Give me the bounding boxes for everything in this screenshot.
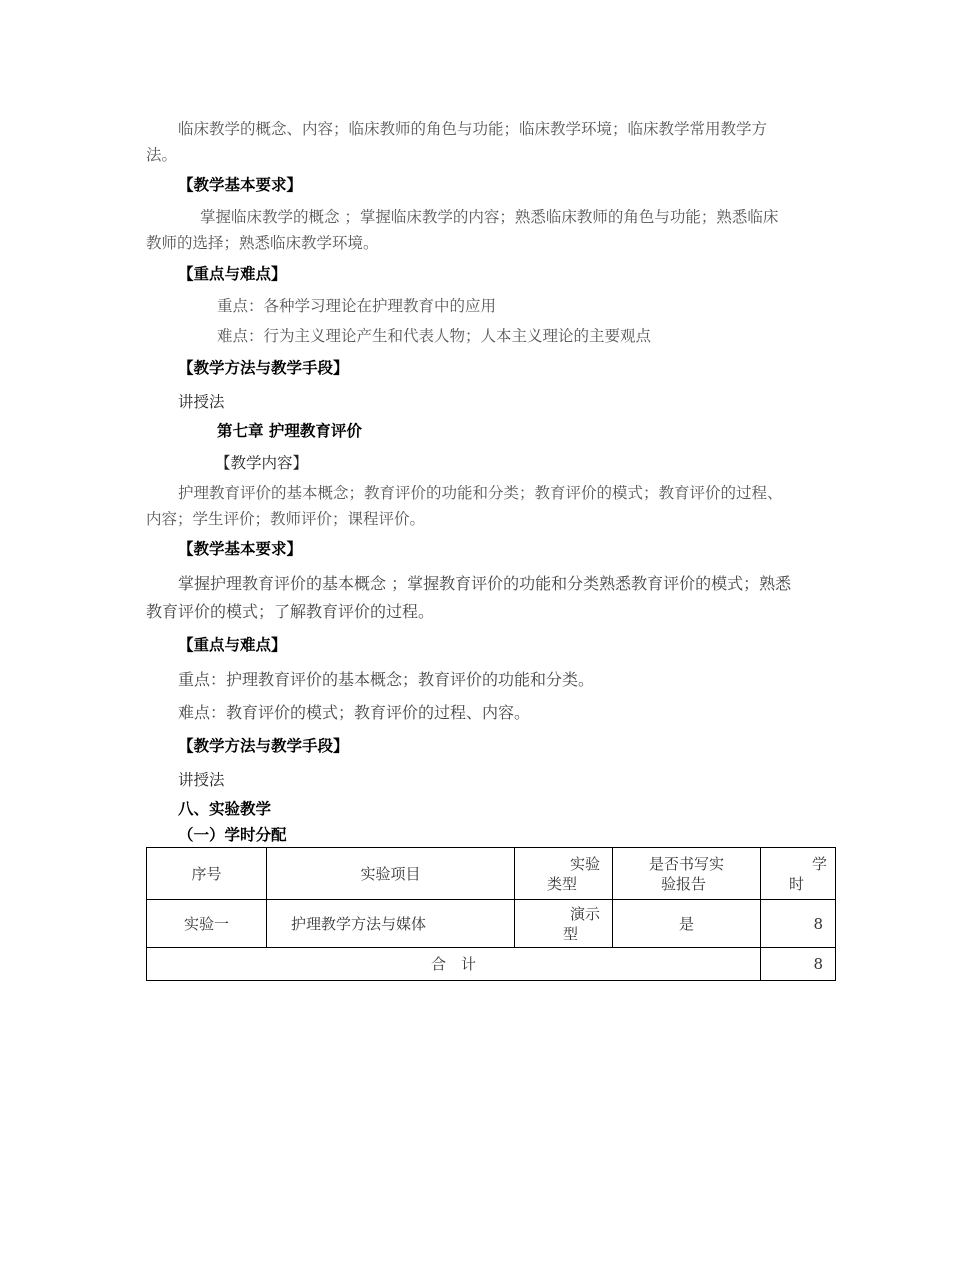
key-point-text: 重点：各种学习理论在护理教育中的应用 xyxy=(217,297,497,315)
cell-report: 是 xyxy=(613,900,761,948)
chapter-title: 第七章 护理教育评价 xyxy=(217,422,362,440)
cell-hours: 8 xyxy=(761,900,836,948)
header-type xyxy=(515,848,613,900)
header-hours-line1: 学 xyxy=(811,854,827,873)
key-point-text: 重点：护理教育评价的基本概念；教育评价的功能和分类。 xyxy=(178,670,595,689)
header-type-line1: 实验 xyxy=(569,854,600,873)
cell-project: 护理教学方法与媒体 xyxy=(267,900,515,948)
content-heading: 【教学内容】 xyxy=(215,454,309,472)
cell-type-line1: 演示 xyxy=(569,904,600,923)
key-points-heading: 【重点与难点】 xyxy=(178,265,287,283)
table-header-row xyxy=(147,848,836,900)
content-paragraph-line: 内容；学生评价；教师评价；课程评价。 xyxy=(146,510,426,528)
cell-type xyxy=(515,900,613,948)
header-report-line2: 验报告 xyxy=(661,874,707,893)
requirements-paragraph-line: 教育评价的模式；了解教育评价的过程。 xyxy=(146,602,435,621)
requirements-paragraph-line: 掌握护理教育评价的基本概念 ；掌握教育评价的功能和分类熟悉教育评价的模式；熟悉 xyxy=(178,574,792,593)
header-hours xyxy=(761,848,836,900)
methods-heading: 【教学方法与教学手段】 xyxy=(178,359,349,377)
header-seq: 序号 xyxy=(147,848,267,900)
methods-heading: 【教学方法与教学手段】 xyxy=(178,737,349,755)
header-hours-line2: 时 xyxy=(789,874,805,893)
hours-allocation-table xyxy=(146,847,836,981)
requirements-paragraph-line: 掌握临床教学的概念 ；掌握临床教学的内容；熟悉临床教师的角色与功能；熟悉临床 xyxy=(200,208,779,226)
header-project: 实验项目 xyxy=(267,848,515,900)
requirements-heading: 【教学基本要求】 xyxy=(178,540,303,558)
header-type-line2: 类型 xyxy=(547,874,578,893)
section-title: 八、实验教学 xyxy=(178,800,272,818)
content-paragraph-line: 法。 xyxy=(146,146,178,164)
cell-seq: 实验一 xyxy=(147,900,267,948)
section-subtitle: （一）学时分配 xyxy=(178,826,287,844)
total-label: 合 计 xyxy=(147,948,761,981)
table-row xyxy=(147,900,836,948)
header-report-line1: 是否书写实 xyxy=(648,854,724,873)
header-report xyxy=(613,848,761,900)
content-paragraph-line: 护理教育评价的基本概念；教育评价的功能和分类；教育评价的模式；教育评价的过程、 xyxy=(178,484,783,502)
table-total-row xyxy=(147,948,836,981)
difficult-point-text: 难点：教育评价的模式；教育评价的过程、内容。 xyxy=(178,703,531,722)
method-text: 讲授法 xyxy=(178,393,225,411)
requirements-paragraph-line: 教师的选择；熟悉临床教学环境。 xyxy=(146,234,379,252)
content-paragraph-line: 临床教学的概念、内容；临床教师的角色与功能；临床教学环境；临床教学常用教学方 xyxy=(178,120,768,138)
key-points-heading: 【重点与难点】 xyxy=(178,636,287,654)
requirements-heading: 【教学基本要求】 xyxy=(178,176,303,194)
cell-type-line2: 型 xyxy=(563,924,579,943)
total-hours: 8 xyxy=(761,948,836,981)
method-text: 讲授法 xyxy=(178,771,225,789)
difficult-point-text: 难点：行为主义理论产生和代表人物；人本主义理论的主要观点 xyxy=(217,327,652,345)
